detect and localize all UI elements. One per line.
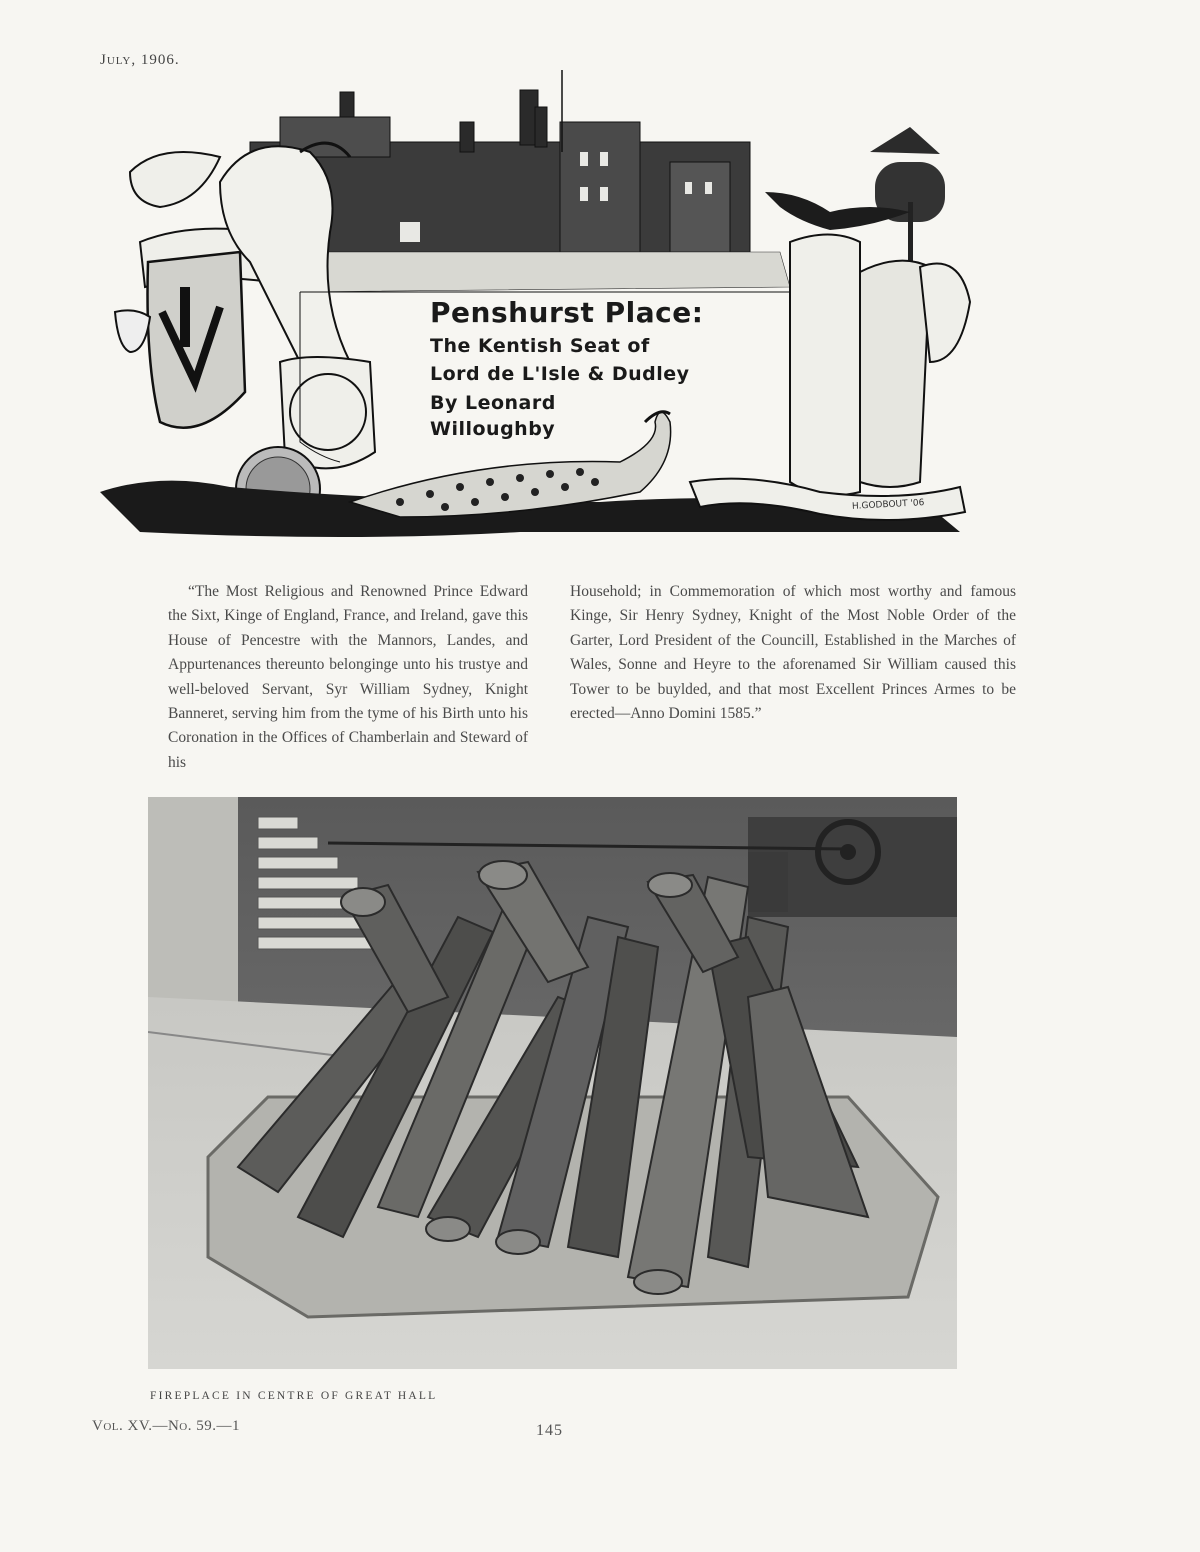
quotation-text-right: Household; in Commemoration of which most worthy and famous Kinge, Sir Henry Sydney, Knight of the Most Noble Order of the Garter, Lord President of the Councill, Established in the Marches of Wales, Sonne and Heyre to the aforenamed Sir William caused this Tower to be buylded, and that most Excellent Princes Armes to be erected—Anno Domini 1585.” bbox=[570, 583, 1016, 723]
byline-line-2: Willoughby bbox=[430, 418, 556, 440]
volume-info: Vol. XV.—No. 59.—1 bbox=[92, 1418, 241, 1434]
fireplace-image bbox=[148, 797, 957, 1369]
subtitle-line-1: The Kentish Seat of bbox=[430, 335, 650, 357]
figure-caption: FIREPLACE IN CENTRE OF GREAT HALL bbox=[150, 1390, 438, 1402]
title-block bbox=[430, 298, 770, 442]
byline-line-1: By Leonard bbox=[430, 392, 556, 414]
quotation-text-left: “The Most Religious and Renowned Prince Edward the Sixt, Kinge of England, France, and Ireland, gave this House of Pencestre with the Mannors, Landes, and Appurtenances thereunto belonginge unto his trustye and well-beloved Servant, Syr William Sydney, Knight Banneret, serving him from the tyme of his Birth unto his Coronation in the Offices of Chamberlain and Steward of his bbox=[168, 583, 528, 771]
body-column-right bbox=[570, 580, 1016, 726]
artist-signature: H.GODBOUT '06 bbox=[851, 498, 925, 512]
subtitle-line-2: Lord de L'Isle & Dudley bbox=[430, 363, 690, 385]
article-title: Penshurst Place: bbox=[430, 296, 704, 329]
byline bbox=[430, 390, 580, 442]
body-column-left bbox=[168, 580, 528, 775]
fireplace-photograph bbox=[148, 797, 957, 1369]
page-number: 145 bbox=[536, 1422, 563, 1439]
running-head: July, 1906. bbox=[100, 52, 180, 68]
article-subtitle bbox=[430, 332, 770, 388]
